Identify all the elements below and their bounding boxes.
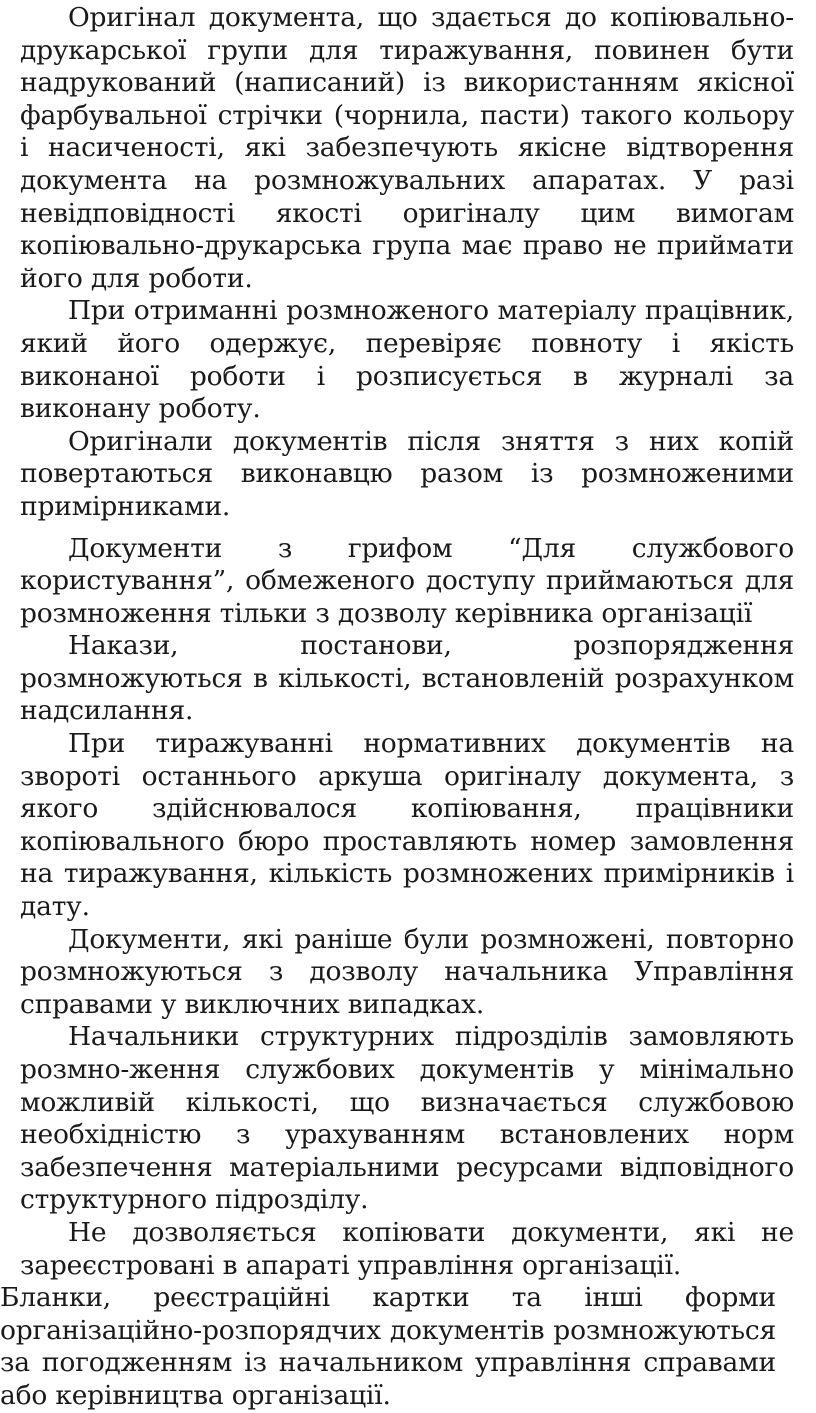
paragraph-receiving-copies: При отриманні розмноженого матеріалу працівник, який його одержує, перевіряє повноту і якість виконаної роботи і розписується в журналі за виконану роботу. <box>20 295 794 425</box>
paragraph-returning-originals: Оригінали документів після зняття з них копій повертаються виконавцю разом із розмноженими примірниками. <box>20 425 794 522</box>
paragraph-repeat-copying: Документи, які раніше були розмножені, повторно розмножуються з дозволу начальника Управління справами у виключних випадках. <box>20 923 794 1020</box>
paragraph-normative-documents: При тиражуванні нормативних документів на звороті останнього аркуша оригіналу документа, з якого здійснювалося копіювання, працівники копіювального бюро проставляють номер замовлення на тиражування, кількість розмножених примірників і дату. <box>20 728 794 923</box>
paragraph-orders-quantity: Накази, постанови, розпорядження розмножуються в кількості, встановленій розрахунком надсилання. <box>20 630 794 727</box>
paragraph-unregistered-documents: Не дозволяється копіювати документи, які не зареєстровані в апараті управління організації. <box>20 1216 794 1281</box>
paragraph-original-requirements: Оригінал документа, що здається до копіювально-друкарської групи для тиражування, повинен бути надрукований (написаний) із використанням якісної фарбувальної стрічки (чорнила, пасти) такого кольору і насичeності, які забезпечують якісне відтворення документа на розмножувальних апаратах. У разі невідповідності якості оригіналу цим вимогам копіювально-друкарська група має право не приймати його для роботи. <box>20 2 794 294</box>
paragraph-forms-copying: Бланки, реєстраційні картки та інші форми організаційно-розпорядчих документів розмножуються за погодженням із начальником управління справами або керівництва організації. <box>0 1282 776 1411</box>
paragraph-department-heads: Начальники структурних підрозділів замовляють розмно-ження службових документів у мінімально можливій кількості, що визначається службовою необхідністю з урахуванням встановлених норм забезпечення матеріальними ресурсами відповідного структурного підрозділу. <box>20 1021 794 1216</box>
paragraph-restricted-documents: Документи з грифом “Для службового користування”, обмеженого доступу приймаються для розмноження тільки з дозволу керівника організації <box>20 532 794 629</box>
